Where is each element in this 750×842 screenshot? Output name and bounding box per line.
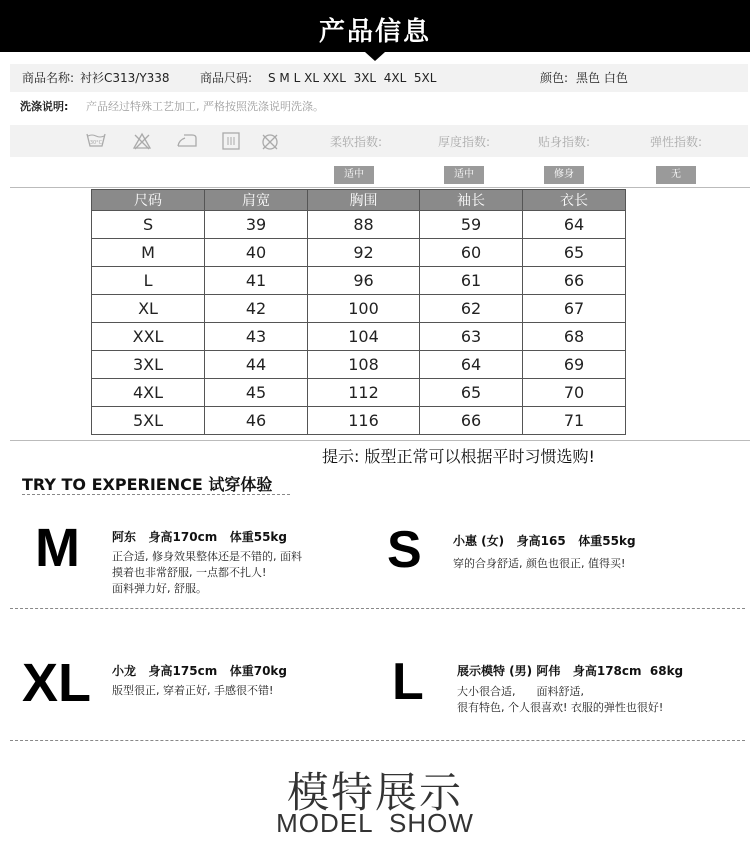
size-letter-m: M — [35, 518, 80, 578]
table-row — [92, 407, 626, 435]
model-show-title-en: MODEL SHOW — [276, 808, 474, 838]
elasticity-index-label: 弹性指数: — [650, 135, 703, 149]
table-cell: S — [92, 211, 205, 239]
table-cell: XL — [92, 295, 205, 323]
table-cell: 64 — [523, 211, 626, 239]
wash-30-icon — [86, 132, 104, 150]
product-color-label: 颜色: — [540, 71, 569, 85]
comment-line: 大小很合适, 面料舒适, — [457, 685, 584, 698]
table-cell: 100 — [308, 295, 420, 323]
table-cell: 4XL — [92, 379, 205, 407]
product-size-label: 商品尺码: — [200, 71, 253, 85]
table-cell: 46 — [205, 407, 308, 435]
table-cell: 39 — [205, 211, 308, 239]
person-info: 展示模特 (男) 阿伟 身高178cm 68kg — [457, 664, 684, 678]
model-show-title-cn: 模特展示 — [286, 768, 463, 817]
size-table-header — [92, 190, 626, 211]
dry-icon — [222, 132, 240, 150]
banner-pointer — [365, 52, 385, 61]
table-cell: 68 — [523, 323, 626, 351]
table-cell: 116 — [308, 407, 420, 435]
thickness-index-label: 厚度指数: — [438, 135, 491, 149]
thickness-badge: 适中 — [444, 166, 484, 184]
table-cell: 41 — [205, 267, 308, 295]
softness-badge: 适中 — [334, 166, 374, 184]
divider — [10, 440, 750, 441]
size-letter-s: S — [387, 521, 422, 579]
table-row — [92, 323, 626, 351]
table-cell: 44 — [205, 351, 308, 379]
header-shoulder: 肩宽 — [205, 190, 308, 211]
table-row — [92, 379, 626, 407]
header-length: 衣长 — [523, 190, 626, 211]
dashed-divider — [10, 740, 745, 741]
header-chest: 胸围 — [308, 190, 420, 211]
fit-index-label: 贴身指数: — [538, 135, 591, 149]
table-cell: 61 — [420, 267, 523, 295]
table-cell: 71 — [523, 407, 626, 435]
table-cell: 42 — [205, 295, 308, 323]
table-cell: 96 — [308, 267, 420, 295]
table-row — [92, 239, 626, 267]
table-cell: 65 — [420, 379, 523, 407]
header-sleeve: 袖长 — [420, 190, 523, 211]
comment-line: 很有特色, 个人很喜欢! 衣服的弹性也很好! — [457, 701, 664, 714]
try-underline — [22, 494, 290, 495]
table-cell: 45 — [205, 379, 308, 407]
fit-badge: 修身 — [544, 166, 584, 184]
table-cell: 63 — [420, 323, 523, 351]
iron-icon — [176, 132, 194, 150]
table-cell: 108 — [308, 351, 420, 379]
table-cell: 3XL — [92, 351, 205, 379]
size-letter-l: L — [392, 653, 424, 711]
table-cell: 67 — [523, 295, 626, 323]
size-table — [91, 189, 626, 435]
table-row — [92, 267, 626, 295]
size-letter-xl: XL — [22, 653, 92, 713]
comment-line: 正合适, 修身效果整体还是不错的, 面料 — [112, 550, 302, 563]
page-title: 产品信息 — [318, 17, 431, 47]
comment-line: 摸着也非常舒服, 一点都不扎人! — [112, 566, 267, 579]
person-info: 阿东 身高170cm 体重55kg — [112, 530, 288, 544]
wash-instructions-row — [10, 96, 748, 118]
table-cell: 60 — [420, 239, 523, 267]
product-name-label: 商品名称: — [22, 71, 75, 85]
table-cell: XXL — [92, 323, 205, 351]
comment-line: 版型很正, 穿着正好, 手感很不错! — [112, 684, 274, 697]
elasticity-badge: 无 — [656, 166, 696, 184]
divider — [10, 187, 750, 188]
care-icons-row — [10, 125, 748, 157]
table-cell: 104 — [308, 323, 420, 351]
product-info-row — [10, 64, 748, 92]
no-tumble-dry-icon — [260, 132, 278, 150]
try-title: TRY TO EXPERIENCE 试穿体验 — [22, 475, 273, 494]
wash-label: 洗涤说明: — [20, 100, 69, 113]
table-cell: 64 — [420, 351, 523, 379]
product-name-value: 衬衫C313/Y338 — [80, 71, 170, 85]
header-banner — [0, 0, 750, 52]
table-cell: 70 — [523, 379, 626, 407]
table-cell: 69 — [523, 351, 626, 379]
table-cell: 112 — [308, 379, 420, 407]
svg-text:30°C: 30°C — [89, 140, 103, 146]
table-cell: 92 — [308, 239, 420, 267]
table-cell: 66 — [420, 407, 523, 435]
table-cell: 66 — [523, 267, 626, 295]
person-info: 小龙 身高175cm 体重70kg — [112, 664, 288, 678]
table-cell: M — [92, 239, 205, 267]
comment-line: 穿的合身舒适, 颜色也很正, 值得买! — [453, 557, 626, 570]
softness-index-label: 柔软指数: — [330, 135, 383, 149]
table-cell: L — [92, 267, 205, 295]
table-row — [92, 351, 626, 379]
table-cell: 43 — [205, 323, 308, 351]
no-bleach-icon — [132, 132, 150, 150]
table-cell: 59 — [420, 211, 523, 239]
person-info: 小惠 (女) 身高165 体重55kg — [453, 534, 636, 548]
comment-line: 面料弹力好, 舒服。 — [112, 582, 207, 595]
table-cell: 5XL — [92, 407, 205, 435]
table-row — [92, 295, 626, 323]
table-cell: 88 — [308, 211, 420, 239]
dashed-divider — [10, 608, 745, 609]
header-size: 尺码 — [92, 190, 205, 211]
product-size-value: S M L XL XXL 3XL 4XL 5XL — [268, 71, 437, 85]
table-cell: 40 — [205, 239, 308, 267]
wash-text: 产品经过特殊工艺加工, 严格按照洗涤说明洗涤。 — [86, 100, 324, 113]
product-color-value: 黑色 白色 — [576, 71, 628, 85]
table-row — [92, 211, 626, 239]
table-cell: 62 — [420, 295, 523, 323]
fit-tip: 提示: 版型正常可以根据平时习惯选购! — [322, 447, 595, 466]
table-cell: 65 — [523, 239, 626, 267]
